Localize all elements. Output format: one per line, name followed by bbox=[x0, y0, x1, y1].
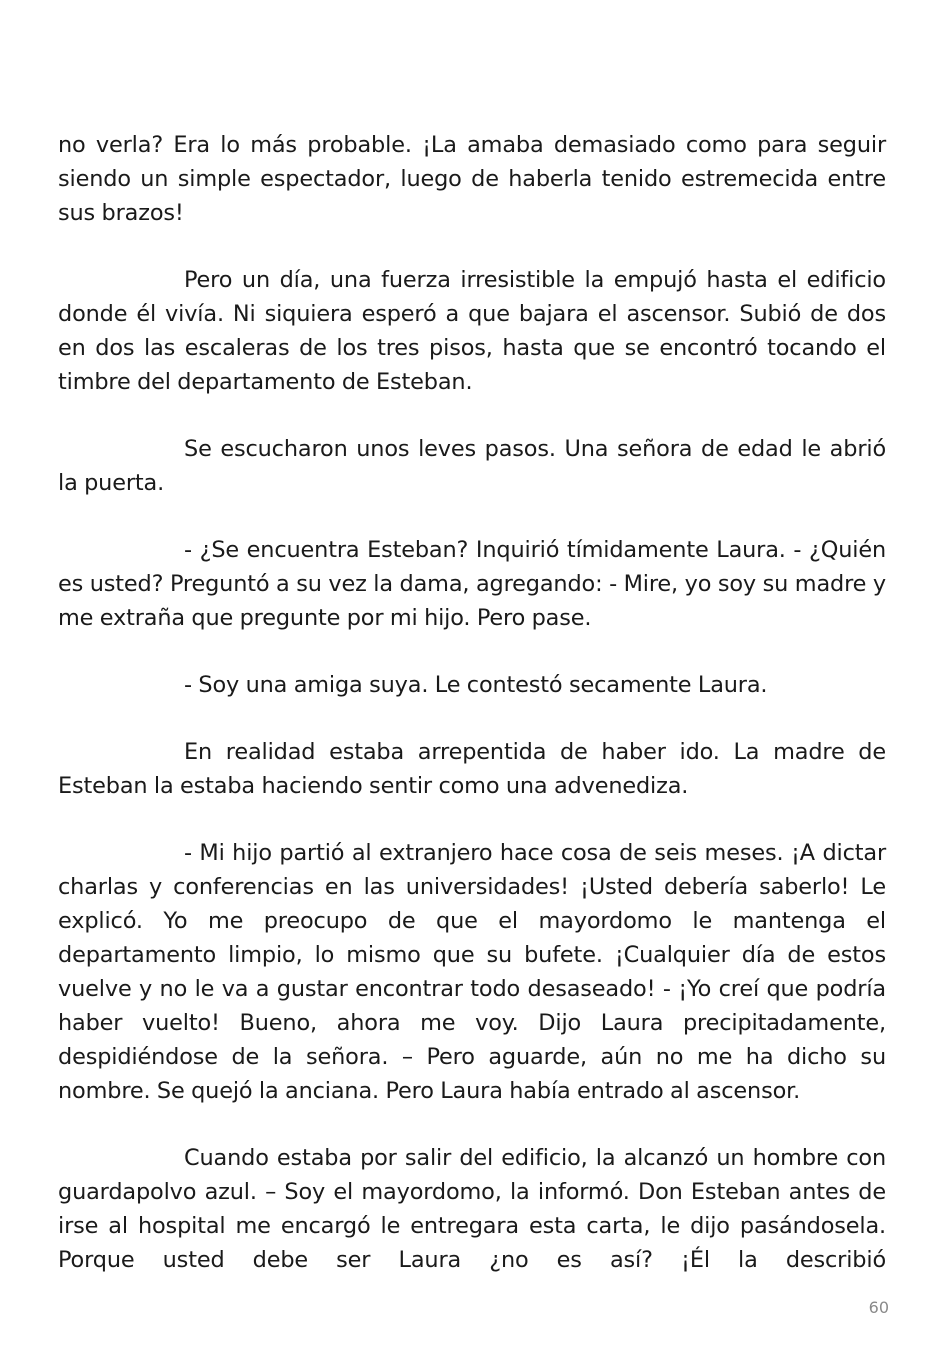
paragraph-5: - Soy una amiga suya. Le contestó secamente Laura. bbox=[184, 672, 768, 698]
paragraph-7: - Mi hijo partió al extranjero hace cosa de seis meses. ¡A dictar charlas y conferencias en las universidades! ¡Usted debería saberlo! Le explicó. Yo me preocupo de que el mayordomo le mantenga el departamento limpio, lo mismo que su bufete. ¡Cualquier día de estos vuelve y no le va a gustar encontrar todo desaseado! - ¡Yo creí que podría haber vuelto! Bueno, ahora me voy. Dijo Laura precipitadamente, despidiéndose de la señora. – Pero aguarde, aún no me ha dicho su nombre. Se quejó la anciana. Pero Laura había entrado al ascensor. bbox=[58, 840, 886, 1104]
paragraph-3: Se escucharon unos leves pasos. Una señora de edad le abrió la puerta. bbox=[58, 436, 886, 496]
document-body bbox=[58, 128, 886, 1277]
paragraph-2: Pero un día, una fuerza irresistible la empujó hasta el edificio donde él vivía. Ni siquiera esperó a que bajara el ascensor. Subió de dos en dos las escaleras de los tres pisos, hasta que se encontró tocando el timbre del departamento de Esteban. bbox=[58, 267, 886, 395]
paragraph-6: En realidad estaba arrepentida de haber ido. La madre de Esteban la estaba haciendo sentir como una advenediza. bbox=[58, 739, 886, 799]
paragraph-4: - ¿Se encuentra Esteban? Inquirió tímidamente Laura. - ¿Quién es usted? Preguntó a su vez la dama, agregando: - Mire, yo soy su madre y me extraña que pregunte por mi hijo. Pero pase. bbox=[58, 537, 886, 631]
page-number: 60 bbox=[868, 1298, 889, 1317]
paragraph-1: no verla? Era lo más probable. ¡La amaba demasiado como para seguir siendo un simple espectador, luego de haberla tenido estremecida entre sus brazos! bbox=[58, 132, 886, 226]
paragraph-8: Cuando estaba por salir del edificio, la alcanzó un hombre con guardapolvo azul. – Soy el mayordomo, la informó. Don Esteban antes de irse al hospital me encargó le entregara esta carta, le dijo pasándosela. Porque usted debe ser Laura ¿no es así? ¡Él la describió bbox=[58, 1145, 886, 1273]
